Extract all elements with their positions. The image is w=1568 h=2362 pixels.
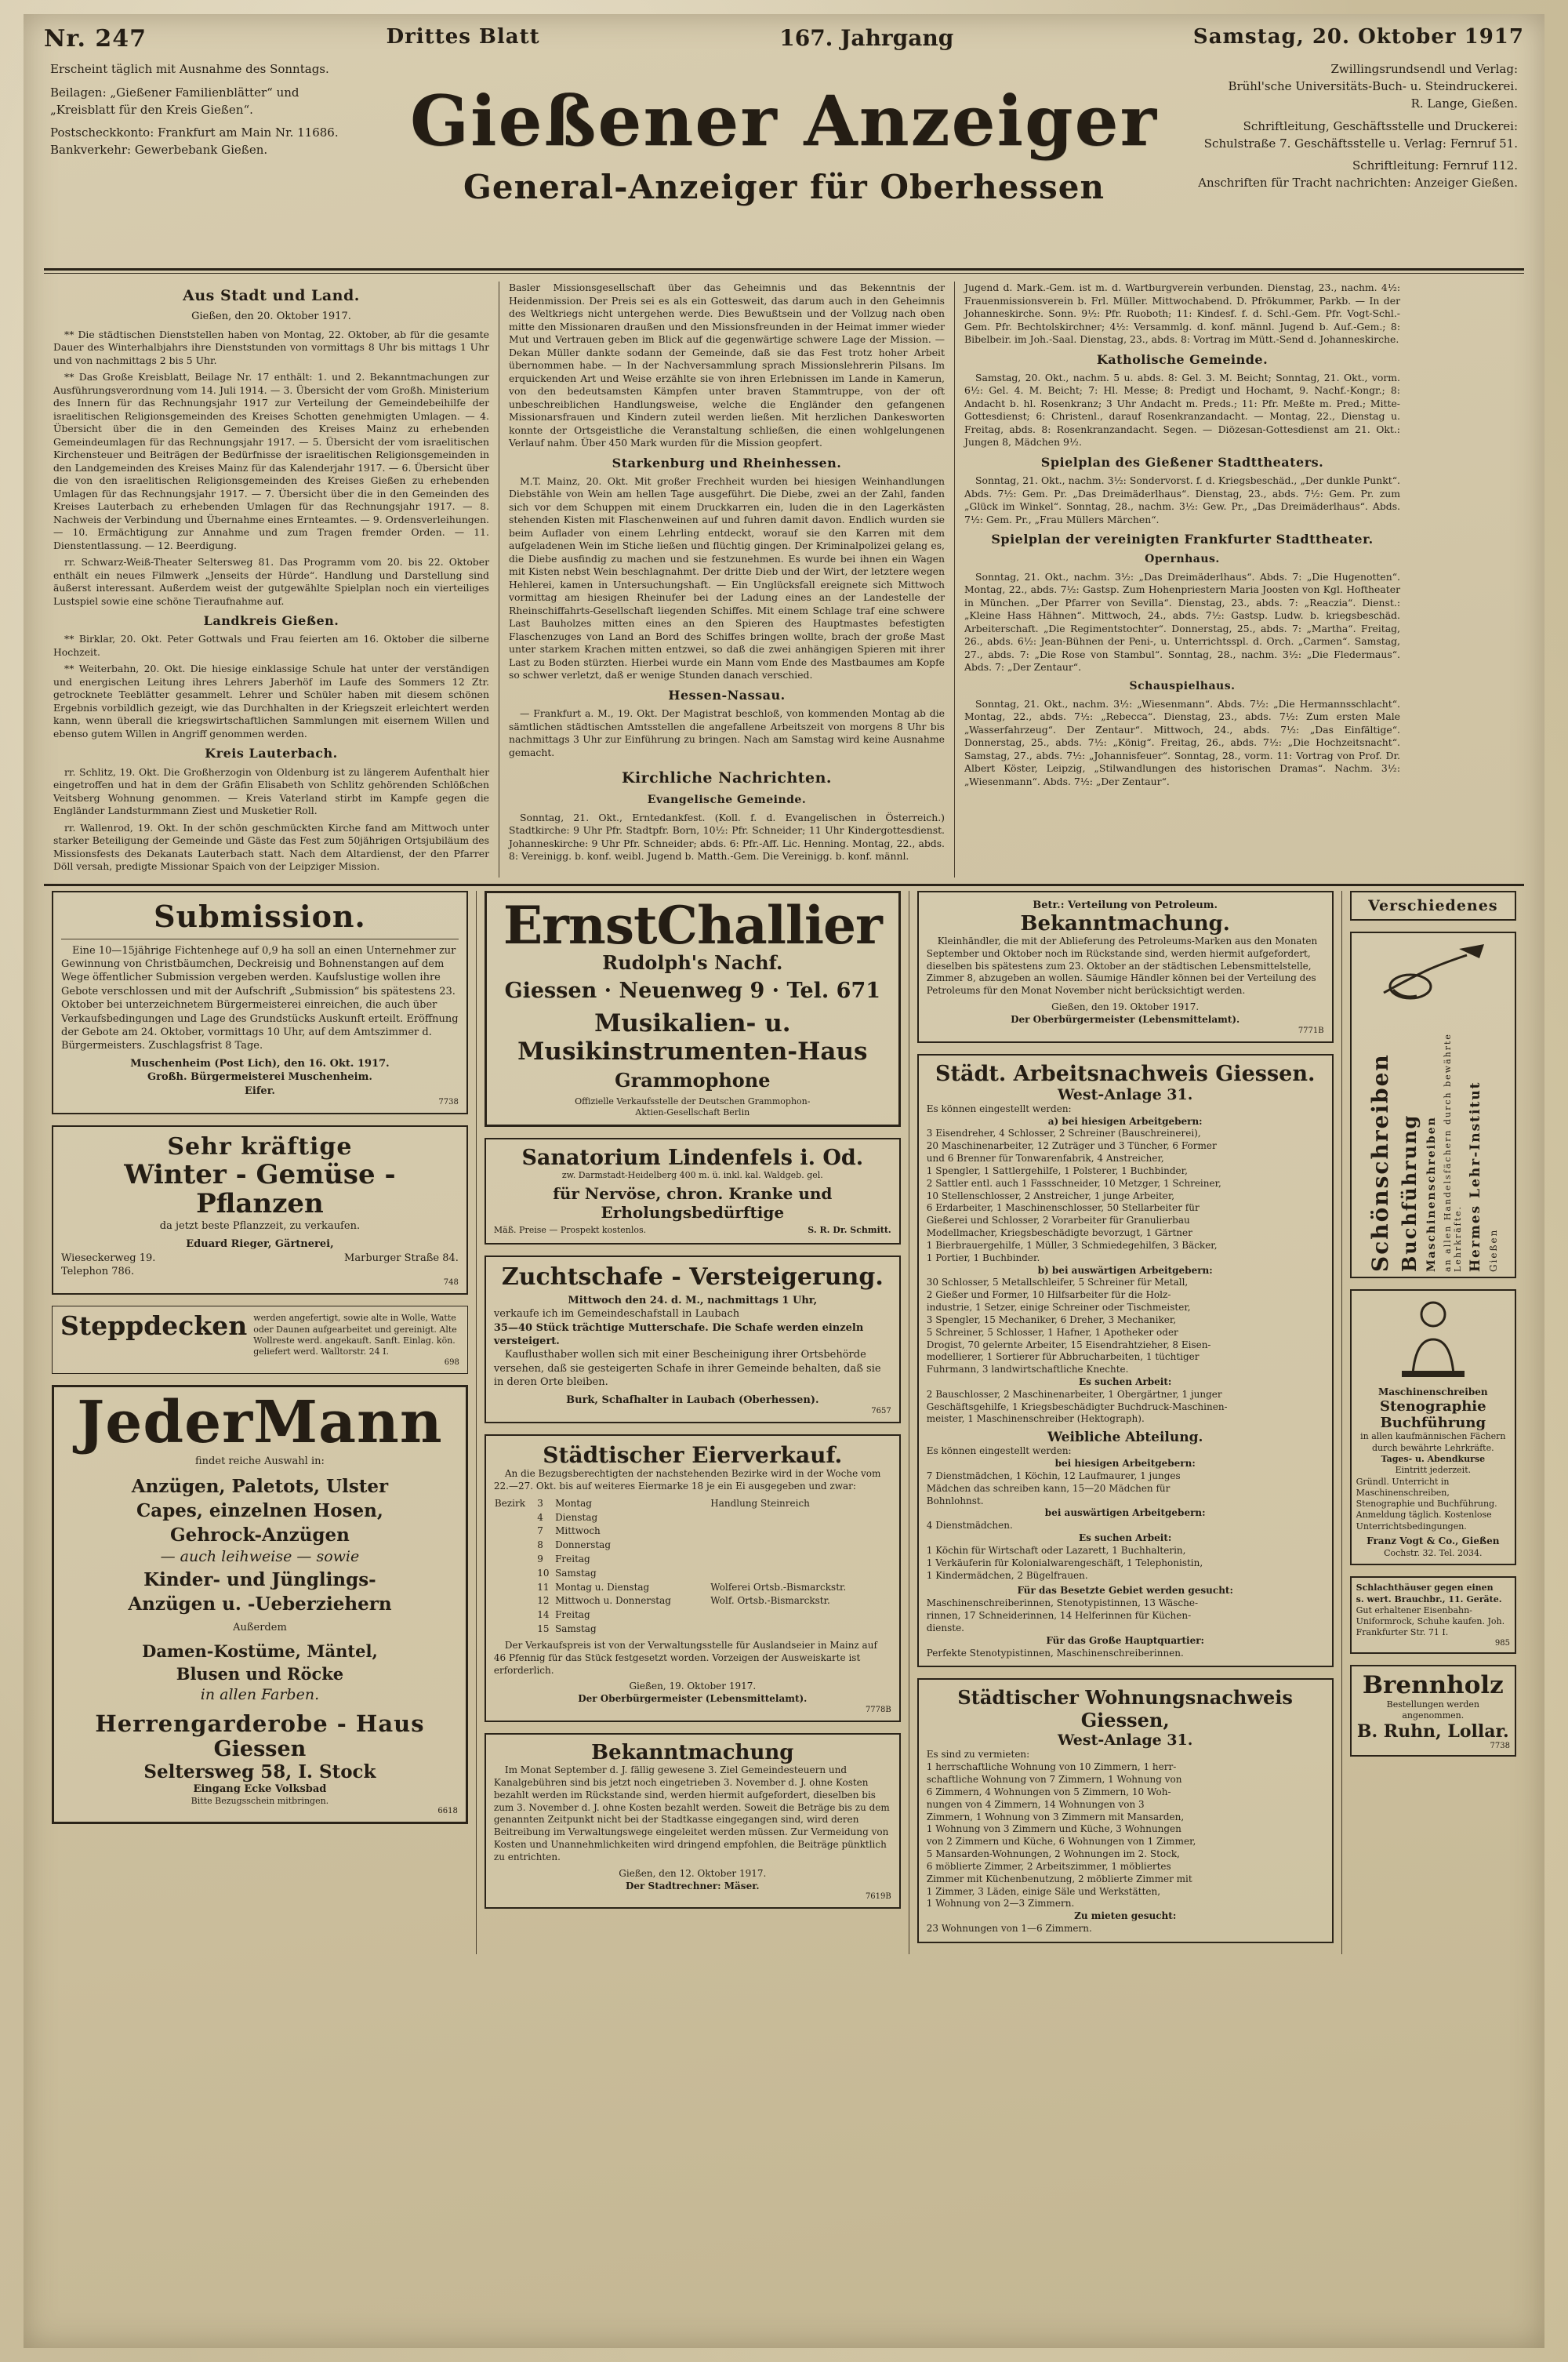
cell: Montag u. Dienstag xyxy=(555,1581,650,1593)
ad-body: Kleinhändler, die mit der Ablieferung des Petroleums-Marken aus den Monaten September und Oktober noch im Rückstande sind, werden hiermit aufgefordert, dieselben bis spätestens zum 23. Oktober an der städtischen Lebensmittelstelle, Zimmer 8, abzugeben an wollen. Säumige Händler können bei der Verteilung des Petroleums für den Monat November nicht berücksichtigt werden. xyxy=(926,935,1318,997)
ad-extra-line: Blusen und Röcke xyxy=(176,1663,344,1684)
cell xyxy=(710,1553,891,1567)
ad-line: Der Oberbürgermeister (Lebensmittelamt). xyxy=(578,1693,808,1705)
ad-list-line: meister, 1 Maschinenschreiber (Hektograph). xyxy=(926,1413,1145,1425)
ad-line: Kauflusthaber wollen sich mit einer Bescheinigung ihrer Ortsbehörde versehen, daß sie gesteigerten Schafe in ihrer Gemeinde behalten, daß sie in deren Orte bleiben. xyxy=(493,1349,881,1389)
ad-hours-note: Eintritt jederzeit. xyxy=(1395,1465,1472,1476)
cell: 8 xyxy=(537,1539,543,1551)
ad-intro: Es können eingestellt werden: xyxy=(926,1445,1072,1457)
ad-submission[interactable] xyxy=(52,891,468,1114)
ad-foot-head: Für das Besetzte Gebiet werden gesucht: xyxy=(1017,1585,1233,1597)
ad-headline: Winter - Gemüse - Pflanzen xyxy=(124,1159,396,1220)
ad-institute: Franz Vogt & Co., Gießen xyxy=(1367,1535,1500,1547)
ad-line: Maschinenschreiben xyxy=(1378,1386,1488,1397)
ad-body: Bestellungen werden angenommen. xyxy=(1386,1699,1479,1721)
cell xyxy=(494,1581,536,1595)
ad-extra-line: Damen-Kostüme, Mäntel, xyxy=(142,1641,378,1662)
volume-year: 167. Jahrgang xyxy=(779,25,954,51)
ad-list-line: 7 Dienstmädchen, 1 Köchin, 12 Laufmaurer, 1 junges xyxy=(926,1470,1181,1481)
ad-list-line: 1 Kindermädchen, 2 Bügelfrauen. xyxy=(926,1569,1088,1581)
cell: Samstag xyxy=(555,1567,597,1579)
article-paragraph: Sonntag, 21. Okt., nachm. 3½: Sondervorst. f. d. Kriegsbeschäd., „Der dunkle Punkt“. Abds. 7½: Gem. Pr. „Das Dreimäderlhaus“. Dienstag, 23., abds. 7½: Gem. Pr. zum „Glück im Winkel“. Sonntag, 28., nachm. 3½: Gew. Pr., „Das Dreimäderlhaus“. Abds. 7½: Gem. Pr., „Frau Müllers Märchen“. xyxy=(964,474,1400,525)
ad-list-line: Zimmern, 1 Wohnung von 3 Zimmern mit Mansarden, xyxy=(926,1811,1185,1822)
ad-group-head: Es suchen Arbeit: xyxy=(1079,1376,1172,1387)
ad-title: Brennholz xyxy=(1362,1670,1504,1699)
cell xyxy=(710,1524,891,1539)
ad-list-line: Geschäftsgehilfe, 1 Kriegsbeschädigter Buchdruck-Maschinen- xyxy=(926,1401,1228,1412)
cell: Wolferei Ortsb.-Bismarckstr. xyxy=(710,1581,847,1593)
newspaper-subtitle: General-Anzeiger für Oberhessen xyxy=(463,167,1105,206)
news-columns xyxy=(44,282,1524,878)
cell: Handlung Steinreich xyxy=(710,1497,810,1509)
ad-line: Grammophone xyxy=(615,1068,771,1092)
ad-subtitle: West-Anlage 31. xyxy=(1058,1732,1193,1750)
seated-figure-icon xyxy=(1386,1295,1480,1382)
ad-staedtischer-eierverkauf[interactable] xyxy=(485,1434,901,1722)
ad-column-2 xyxy=(476,891,909,1954)
ad-doctor: S. R. Dr. Schmitt. xyxy=(808,1225,891,1236)
cell: 4 xyxy=(537,1511,543,1523)
ad-head: Betr.: Verteilung von Petroleum. xyxy=(1033,899,1218,911)
table-row xyxy=(494,1567,891,1581)
advertisement-section xyxy=(44,891,1524,1954)
ad-subtitle: West-Anlage 31. xyxy=(1058,1085,1193,1103)
article-paragraph: Sonntag, 21. Okt., nachm. 3½: „Wiesenmann“. Abds. 7½: „Die Hermannsschlacht“. Montag, 22., abds. 7½: „Rebecca“. Dienstag, 23., abds. 7½: Zum ersten Male „Wasserfahrzeug“. Der Zentaur“. Mittwoch, 24., abds. 7½: „Das Einfältige“. Donnerstag, 25., abds. 7½: „König“. Freitag, 26., abds. 7½: „Die Hochzeitsnacht“. Samstag, 27., abds. 7½: „Johannisfeuer“. Sonntag, 28., vorm. 11: Vortrag von Prof. Dr. Albert Köster, Leipzig, „Stilwandlungen des historischen Dramas“. Nachm. 3½: „Wiesenmann“. Abds. 7½: „Der Zentaur“. xyxy=(964,697,1400,787)
ad-list-line: rinnen, 17 Schneiderinnen, 14 Helferinnen für Küchen- xyxy=(926,1610,1192,1622)
ad-title: Sanatorium Lindenfels i. Od. xyxy=(521,1146,864,1171)
ad-list-line: 1 Bierbrauergehilfe, 1 Müller, 3 Schmiedegehilfen, 3 Bäcker, xyxy=(926,1239,1218,1251)
ad-schlachthaus[interactable] xyxy=(1350,1576,1516,1653)
ad-item: Anzügen u. -Ueberziehern xyxy=(128,1593,392,1615)
section-head-katholische-gemeinde: Katholische Gemeinde. xyxy=(1096,351,1269,367)
cell: Samstag xyxy=(555,1623,597,1635)
ad-line: verkaufe ich im Gemeindeschafstall in Laubach xyxy=(493,1308,740,1321)
ad-list-line: 1 Wohnung von 3 Zimmern und Küche, 3 Wohnungen xyxy=(926,1823,1181,1835)
article-paragraph: ** Die städtischen Dienststellen haben von Montag, 22. Oktober, ab für die gesamte Dauer des Winterhalbjahrs ihre Dienststunden von vormittags 8 Uhr bis mittags 1 Uhr und von nachmittags 2 bis 5 Uhr. xyxy=(53,328,489,366)
ad-group-head: b) bei auswärtigen Arbeitgebern: xyxy=(1037,1264,1213,1276)
ad-subtitle: zw. Darmstadt-Heidelberg 400 m. ü. inkl. kal. Waldgeb. gel. xyxy=(561,1170,823,1181)
ad-list-line: 6 möblierte Zimmer, 2 Arbeitszimmer, 1 möbliertes xyxy=(926,1860,1171,1872)
cell xyxy=(494,1623,536,1637)
ad-steppdecken[interactable] xyxy=(52,1306,468,1373)
ad-list-line: Mädchen das schreiben kann, 15—20 Mädchen für xyxy=(926,1482,1171,1494)
ad-body: Eine 10—15jährige Fichtenhege auf 0,9 ha soll an einen Unternehmer zur Gewinnung von Christbäumchen, Deckreisig und Bohnenstangen auf dem Wege öffentlicher Submission vergeben werden. Kaufslustige wollen ihre Gebote verschlossen und mit der Aufschrift „Submission“ bis spätestens 23. Oktober bei unterzeichnetem Bürgermeisterei einreichen, die auch über Verkaufsbedingungen und Lage des Grundstücks Auskunft erteilt. Eröffnung der Gebote am 24. Oktober, vormittags 10 Uhr, auf dem Amtszimmer d. Bürgermeisters. Zuschlagsfrist 8 Tage. xyxy=(61,944,459,1052)
masthead-left-line-4: Bankverkehr: Gewerbebank Gießen. xyxy=(50,143,268,157)
ad-title: Städtischer Eierverkauf. xyxy=(543,1442,843,1469)
table-row xyxy=(494,1539,891,1553)
issue-number: Nr. 247 xyxy=(44,25,147,53)
article-paragraph: ** Weiterbahn, 20. Okt. Die hiesige einklassige Schule hat unter der verständigen und energischen Leitung ihres Lehrers Jaberhöf im Laufe des Sommers 12 Ztr. getrocknete Teeblätter gesammelt. Lehrer und Schüler haben mit diesem schönen Ergebnis vorbildlich gezeigt, wie das Durchhalten in der Kriegszeit erleichtert werden kann, wenn überall die kriegswirtschaftlichen Sammlungen mit eisernem Willen und ebenso gutem Willen in Angriff genommen werden. xyxy=(53,663,489,739)
ad-subline: da jetzt beste Pflanzzeit, zu verkaufen. xyxy=(159,1219,361,1232)
ad-list-line: schaftliche Wohnung von 7 Zimmern, 1 Wohnung von xyxy=(926,1774,1182,1786)
issue-date: Samstag, 20. Oktober 1917 xyxy=(1192,25,1524,49)
cell xyxy=(710,1567,891,1581)
ad-body: An die Bezugsberechtigten der nachstehenden Bezirke wird in der Woche vom 22.—27. Okt. bis auf weiteres Eiermarke 18 je ein Ei ausgegeben und zwar: xyxy=(493,1468,881,1492)
ad-list-line: 1 Verkäuferin für Kolonialwarengeschäft, 1 Telephonistin, xyxy=(926,1557,1203,1568)
article-paragraph: rr. Schwarz-Weiß-Theater Seltersweg 81. Das Programm vom 20. bis 22. Oktober enthält ein neues Filmwerk „Jenseits der Hürde“. Handlung und Darstellung sind äußerst interessant. Außerdem weist der gutgewählte Spielplan noch ein vierteiliges Lustspiel sowie eine schöne Tieraufnahme auf. xyxy=(53,556,489,607)
ad-item: Capes, einzelnen Hosen, xyxy=(136,1500,383,1522)
ad-list-line: 5 Mansarden-Wohnungen, 2 Wohnungen im 2. Stock, xyxy=(926,1848,1180,1860)
ad-list-line: 10 Stellenschlosser, 2 Anstreicher, 1 junge Arbeiter, xyxy=(926,1190,1175,1201)
cell xyxy=(710,1623,891,1637)
ad-reference: 7738 xyxy=(1490,1742,1510,1751)
ad-list-line: 3 Spengler, 15 Mechaniker, 6 Dreher, 3 Mechaniker, xyxy=(926,1314,1177,1325)
ad-group-head: Es suchen Arbeit: xyxy=(1079,1532,1172,1544)
cell: 9 xyxy=(537,1553,543,1564)
ad-item: Gehrock-Anzügen xyxy=(170,1524,350,1546)
ad-address: Giessen · Neuenweg 9 · Tel. 671 xyxy=(504,978,881,1003)
masthead-right-line-3: Schriftleitung, Geschäftsstelle und Druckerei: xyxy=(1243,119,1518,134)
ad-shop-name: Herrengarderobe - Haus xyxy=(95,1710,425,1737)
ad-section-head: Weibliche Abteilung. xyxy=(1047,1430,1203,1446)
masthead-divider-thin xyxy=(44,273,1524,274)
article-paragraph: M.T. Mainz, 20. Okt. Mit großer Frechheit wurden bei hiesigen Weinhandlungen Diebstähle von Wein am hellen Tage ausgeführt. Die Diebe, zwei an der Zahl, fanden sich vor dem Schuppen mit einem Druckkarren ein, luden die in den Lagerkästen stehenden Kisten mit Flaschenweinen auf und fuhren damit davon. Endlich wurden sie beim Auflader von einem Lehrling entdeckt, worauf sie den Karren mit dem aufgeladenen Wein im Stiche ließen und flüchtig gingen. Der Kriminalpolizei gelang es, die Diebe ausfindig zu machen und sie festzunehmen. Es wurde bei ihnen ein Wagen mit Kisten nebst Wein beschlagnahmt. Der dritte Dieb und der Wirt, der letztere wegen Hehlerei, kamen in Untersuchungshaft. — Ein Unglücksfall ereignete sich Mittwoch vormittag am hiesigen Rheinufer bei der Ladung eines an der Landestelle der Rheinschiffahrts-Gesellschaft liegenden Schiffes. Mit einem Schlage traf eine schwere Last Bauholzes mitten eines an den Spieren des Hauptmastes befestigten Flaschenzuges von Land an Bord des Schiffes bringen wollte, brach der große Mast unter starkem Krachen mitten entzwei, so daß die zwei anhängigen Spieren mit ihrer Last zu Boden stürzten. Hierbei wurde ein Mann vom Ende des Mastbaumes am Kopfe so schwer verletzt, daß er wenige Stunden danach verschied. xyxy=(509,474,945,681)
ad-body: für Nervöse, chron. Kranke und Erholungsbedürftige xyxy=(553,1184,833,1223)
ad-list-line: Zimmer mit Küchenbenutzung, 2 möblierte Zimmer mit xyxy=(926,1873,1192,1884)
ad-reference: 7778B xyxy=(865,1706,891,1715)
ad-list-line: Fuhrmann, 3 landwirtschaftliche Knechte. xyxy=(926,1364,1129,1375)
ad-subtitle: Rudolph's Nachf. xyxy=(602,950,783,974)
cell: 3 xyxy=(537,1497,543,1509)
ad-title: Sehr kräftige xyxy=(167,1133,353,1161)
ad-line: Großh. Bürgermeisterei Muschenheim. xyxy=(147,1071,372,1084)
ad-list-line: Bohnlohnst. xyxy=(926,1495,984,1506)
section-head-kirchliche-nachrichten: Kirchliche Nachrichten. xyxy=(621,769,833,787)
writing-hand-icon xyxy=(1374,938,1492,1008)
ad-list-line: 2 Bauschlosser, 2 Maschinenarbeiter, 1 Obergärtner, 1 junger xyxy=(926,1388,1222,1400)
ad-list-line: Gießerei und Schlosser, 2 Vorarbeiter für Granulierbau xyxy=(926,1215,1190,1226)
ad-reference: 7738 xyxy=(438,1098,459,1107)
cell: Freitag xyxy=(555,1609,590,1621)
ad-reference: 698 xyxy=(444,1357,459,1367)
cell xyxy=(494,1608,536,1623)
ad-line: Buchführung xyxy=(1397,1114,1421,1272)
ad-title: Bekanntmachung xyxy=(591,1741,794,1765)
ad-list-line: 1 herrschaftliche Wohnung von 10 Zimmern, 1 herr- xyxy=(926,1761,1177,1773)
ad-title: JederMann xyxy=(77,1388,443,1456)
masthead-right-line-2: R. Lange, Gießen. xyxy=(1410,96,1518,111)
ad-list-line: dienste. xyxy=(926,1622,964,1633)
ad-list-line: von 2 Zimmern und Küche, 6 Wohnungen von 1 Zimmer, xyxy=(926,1836,1196,1848)
ad-line: s. wert. Brauchbr., 11. Geräte. xyxy=(1356,1593,1502,1604)
ad-title: Städtischer Wohnungsnachweis Giessen, xyxy=(957,1686,1293,1732)
ad-extra-line: in allen Farben. xyxy=(200,1686,320,1704)
article-paragraph: ** Das Große Kreisblatt, Beilage Nr. 17 enthält: 1. und 2. Bekanntmachungen zur Ausführungsverordnung vom 14. Juli 1914. — 3. Übersicht der vom Großh. Ministerium des Innern für das Rechnungsjahr 1917 zur Verteilung der Gemeindebeihilfe der israelitischen Religionsgemeinden des Kreises Schotten genehmigten Umlagen. — 4. Übersicht über die in den Gemeinden des Kreises Mainz zu erhebenden Gemeindeumlagen für das Rechnungsjahr 1917. — 5. Übersicht der vom israelitischen Kirchensteuer und Beiträgen der Bedürfnisse der israelitischen Religionsgemeinden in den Landgemeinden des Kreises Mainz für das Kalenderjahr 1917. — 6. Übersicht über die von den israelitischen Religionsgemeinden des Kreises Gießen zu erhebenden Umlagen für das Rechnungsjahr 1917. — 7. Übersicht über die in den Gemeinden des Kreises Lauterbach zu erhebenden Umlagen für das Rechnungsjahr 1917. — 8. Nachweis der Verbindung und Übernahme eines Ernteamtes. — 9. Ordensverleihungen. — 10. Ermächtigung zur Annahme und zum Tragen fremder Orden. — 11. Dienstentlassung. — 12. Beerdigung. xyxy=(53,371,489,551)
newspaper-title: Gießener Anzeiger xyxy=(410,80,1158,162)
ad-want-head: Zu mieten gesucht: xyxy=(1074,1910,1177,1922)
ad-ernst-challier[interactable] xyxy=(485,891,901,1128)
ad-line: Gießen, den 12. Oktober 1917. xyxy=(619,1867,767,1879)
cell: Dienstag xyxy=(555,1511,598,1523)
ad-list-line: 1 Köchin für Wirtschaft oder Lazarett, 1 Buchhalterin, xyxy=(926,1544,1186,1556)
section-head-starkenburg: Starkenburg und Rheinhessen. xyxy=(612,455,842,471)
ad-subline: in allen kaufmännischen Fächern durch bewährte Lehrkräfte. xyxy=(1360,1431,1506,1453)
ad-list-line: 6 Zimmern, 4 Wohnungen von 5 Zimmern, 10 Woh- xyxy=(926,1786,1171,1797)
section-head-spielplan-frankfurt: Spielplan der vereinigten Frankfurter Stadttheater. xyxy=(991,532,1374,547)
ad-item: — auch leihweise — sowie xyxy=(160,1548,360,1566)
ad-foot-head: Für das Große Hauptquartier: xyxy=(1046,1634,1204,1646)
section-subhead-evangelisch: Evangelische Gemeinde. xyxy=(647,794,807,807)
table-row xyxy=(494,1623,891,1637)
ad-body: Gut erhaltener Eisenbahn-Uniformrock, Schuhe kaufen. Joh. Frankfurter Str. 71 I. xyxy=(1356,1604,1505,1638)
cell: 14 xyxy=(537,1609,550,1621)
ad-foot: Mäß. Preise — Prospekt kostenlos. xyxy=(493,1225,647,1236)
ad-line: Gießen, 19. Oktober 1917. xyxy=(629,1681,757,1692)
ad-intro: Es können eingestellt werden: xyxy=(926,1103,1072,1114)
ad-hours: Tages- u. Abendkurse xyxy=(1381,1454,1486,1464)
egg-distribution-table xyxy=(494,1497,891,1637)
ad-reference: 985 xyxy=(1494,1638,1510,1648)
ad-line: Musikalien- u. xyxy=(594,1008,791,1037)
table-row xyxy=(494,1594,891,1608)
ad-list-line: Perfekte Stenotypistinnen, Maschinenschreiberinnen. xyxy=(926,1647,1184,1659)
section-head-stadt-und-land: Aus Stadt und Land. xyxy=(183,287,360,304)
masthead-right-line-5: Schriftleitung: Fernruf 112. xyxy=(1352,158,1518,173)
ad-address: Cochstr. 32. Tel. 2034. xyxy=(1384,1547,1483,1558)
ad-line: Gießen, den 19. Oktober 1917. xyxy=(1051,1001,1200,1013)
ad-subline: an allen Handelsfächern durch bewährte Lehrkräfte. xyxy=(1442,1032,1463,1272)
masthead-right-line-6: Anschriften für Tracht nachrichten: Anzeiger Gießen. xyxy=(1198,175,1518,190)
ad-arbeitsnachweis[interactable] xyxy=(917,1054,1334,1668)
cell: 11 xyxy=(537,1581,550,1593)
cell: Montag xyxy=(555,1497,592,1509)
table-row xyxy=(494,1581,891,1595)
ad-reference: 7657 xyxy=(871,1407,891,1416)
ad-title: Steppdecken xyxy=(60,1310,248,1342)
ad-foot: Offizielle Verkaufsstelle der Deutschen Grammophon- xyxy=(575,1096,811,1107)
ad-note: Gründl. Unterricht in Maschinenschreiben, Stenographie und Buchführung. Anmeldung täglich. Kostenlose Unterrichtsbedingungen. xyxy=(1356,1476,1497,1532)
ad-petroleum-notice[interactable] xyxy=(917,891,1334,1043)
ad-list-line: Modellmacher, Kriegsbeschädigte bevorzugt, 1 Gärtner xyxy=(926,1227,1192,1239)
cell xyxy=(494,1511,536,1525)
ad-list-line: modellierer, 1 Sortierer für Abbrucharbeiten, 1 tüchtiger xyxy=(926,1351,1200,1363)
ad-jedermann[interactable] xyxy=(52,1385,468,1825)
article-paragraph: Jugend d. Mark.-Gem. ist m. d. Wartburgverein verbunden. Dienstag, 23., nachm. 4½: Frauenmissionsverein b. Frl. Müller. Mittwochabend. D. Pfrökummer, Parkb. — In der Johanneskirche. Sonn. 9½: Pfr. Ruoboth; 11: Kindesf. f. d. Schl.-Gem. Pfr. Vogt-Schl.-Gem. Pfr. Bechtolskirchner; 4½: Versammlg. d. konf. männl. Jugend b. Auf.-Gem.; 8: Bibelbeir. im Joh.-Saal. Dienstag, 23., abds. 8: Vortrag im Mütt.-Send d. Johanneskirche. xyxy=(964,282,1400,345)
cell: 12 xyxy=(537,1595,550,1607)
ad-line: Wieseckerweg 19. xyxy=(61,1252,156,1264)
cell: 15 xyxy=(537,1623,550,1635)
cell xyxy=(494,1567,536,1581)
ad-reference: 7771B xyxy=(1298,1026,1324,1035)
ad-sign: B. Ruhn, Lollar. xyxy=(1356,1721,1509,1742)
ad-city: Giessen xyxy=(213,1736,307,1761)
ad-item: Kinder- und Jünglings- xyxy=(143,1568,376,1590)
news-column-2 xyxy=(499,282,954,878)
ad-subline: findet reiche Auswahl in: xyxy=(195,1455,325,1467)
ad-line: Buchführung xyxy=(1380,1415,1486,1432)
ad-title: Submission. xyxy=(154,898,366,934)
cell xyxy=(710,1539,891,1553)
ad-body: Im Monat September d. J. fällig gewesene 3. Ziel Gemeindesteuern und Kanalgebühren sind bis jetzt noch eingetrieben 3. November d. J. ohne Kosten bezahlt werden im Rückstande sind, werden hiermit aufgefordert, dieselben bis zum 3. November d. J. ohne Kosten bezahlt werden. Soweit die Beträge bis zu dem genannten Zeitpunkt nicht bei der Stadtkasse eingegangen sind, wird deren Beitreibung im Verwaltungswege eingeleitet werden müssen. Zur Vermeidung von Kosten und Unannehmlichkeiten wird dringend empfohlen, die Beiträge pünktlich zu entrichten. xyxy=(493,1764,890,1862)
ad-line: Schlachthäuser gegen einen xyxy=(1356,1583,1494,1593)
cell: Donnerstag xyxy=(555,1539,612,1551)
ad-line: Telephon 786. xyxy=(61,1266,135,1278)
ad-title: Bekanntmachung. xyxy=(1020,911,1230,936)
news-column-3 xyxy=(954,282,1410,878)
ad-title: ErnstChallier xyxy=(503,894,882,956)
masthead-divider xyxy=(44,268,1524,271)
news-column-1 xyxy=(44,282,499,878)
ad-list-line: und 6 Brenner für Tonwarenfabrik, 4 Anstreicher, xyxy=(926,1153,1164,1165)
ad-sign: Burk, Schafhalter in Laubach (Oberhessen). xyxy=(566,1394,819,1406)
article-paragraph: Basler Missionsgesellschaft über das Geheimnis und das Bekenntnis der Heidenmission. Der Preis sei es als ein Gottesweit, das darum auch in den Geheimnis des Weltkriegs nicht untergehen werde. Dies Bewußtsein und der Vollzug nach oben mitte den Missionaren draußen und den Missionsfreunden in der Heimat immer wieder Mut und Vertrauen geben im Blick auf die gegenwärtige schwere Lage der Mission. — Dekan Müller dankte sodann der Gemeinde, daß sie das Fest trotz hoher Arbeit übernommen habe. — In der Nachversammlung sprach Missionslehrerin Pilsans. Im erquickenden Art und Weise erzählte sie von ihren Erlebnissen im Lande in Kamerun, von den bedeutsamsten Kämpfen unter braven Stammtruppe, von der oft unbeschreiblichen Handlungsweise, welche die Engländer den gefangenen Missionarsfrauen und Kindern zuteil werden ließen. Mit herzlichen Dankesworten konnte der Ortsgeistliche die Veranstaltung schließen, die einen wohlgelungenen Verlauf nahm. Über 450 Mark wurden für die Mission geopfert. xyxy=(509,282,945,449)
ad-extra-head: Außerdem xyxy=(233,1621,287,1633)
masthead-left-line-2: „Kreisblatt für den Kreis Gießen“. xyxy=(50,102,253,117)
masthead-top-row xyxy=(44,25,1524,53)
cell xyxy=(494,1524,536,1539)
cell: Bezirk xyxy=(494,1497,525,1509)
article-paragraph: Samstag, 20. Okt., nachm. 5 u. abds. 8: Gel. 3. M. Beicht; Sonntag, 21. Okt., vorm. 6½: Gel. 4. M. Beicht; 7: Hl. Messe; 8: Predigt und Hochamt, 9. Nachf.-Kongr.; 8: Andacht b. hl. Rosenkranz; 3 Uhr Andacht m. Preds.; 11: Pfr. Meßte m. Pred.; Mitte-Gottesdienst; 6: Christenl., darauf Rosenkranzandacht. — Montag, 22., Dienstag u. Freitag, abds. 8: Rosenkranzandacht. Segen. — Diözesan-Gottesdienst am 21. Okt.: Jungen 8, Mädchen 9½. xyxy=(964,371,1400,449)
ad-column-1 xyxy=(44,891,476,1954)
cell xyxy=(494,1539,536,1553)
ad-line: Schönschreiben xyxy=(1367,1052,1393,1272)
ad-line: 35—40 Stück trächtige Mutterschafe. Die Schafe werden einzeln versteigert. xyxy=(493,1321,864,1347)
ad-brennholz[interactable] xyxy=(1350,1665,1516,1757)
masthead-left-line-1: Beilagen: „Gießener Familienblätter“ und xyxy=(50,85,299,100)
sheet-label: Drittes Blatt xyxy=(386,25,540,49)
ad-list-line: 2 Gießer und Former, 10 Hilfsarbeiter für die Holz- xyxy=(926,1289,1171,1301)
section-head-spielplan-giessen: Spielplan des Gießener Stadttheaters. xyxy=(1040,454,1324,470)
section-subhead-schauspielhaus: Schauspielhaus. xyxy=(1129,679,1236,692)
ad-list-line: nungen von 4 Zimmern, 14 Wohnungen von 3 xyxy=(926,1798,1145,1810)
ad-address: Seltersweg 58, I. Stock xyxy=(143,1761,376,1782)
ad-stenographie-institut[interactable] xyxy=(1350,1289,1516,1566)
ad-title: Verschiedenes xyxy=(1368,896,1498,914)
article-paragraph: rr. Wallenrod, 19. Okt. In der schön geschmückten Kirche fand am Mittwoch unter starker Beteiligung der Gemeinde und Gäste das Fest zum 50jährigen Ortsjubiläum des Missionsfests des Dekanats Lauterbach statt. Nach dem Altardienst, der den Pfarrer Döll versah, predigte Missionar Spaich von der Leipziger Mission. xyxy=(53,821,489,873)
cell: Mittwoch xyxy=(555,1525,601,1537)
ad-institute: Hermes Lehr-Institut xyxy=(1467,1081,1483,1272)
cell: Mittwoch u. Donnerstag xyxy=(555,1595,671,1607)
ad-list-line: 2 Sattler entl. auch 1 Fassschneider, 10 Metzger, 1 Schreiner, xyxy=(926,1177,1221,1189)
ad-verschiedenes-header xyxy=(1350,891,1516,921)
ad-body: werden angefertigt, sowie alte in Wolle, Watte oder Daunen aufgearbeitet und gereinigt. Alte Wollreste werd. angekauft. Sanft. Einlag. kön. geliefert werd. Walltorstr. 24 I. xyxy=(253,1313,457,1357)
ad-zuchtschafe-auction[interactable] xyxy=(485,1255,901,1423)
article-paragraph: rr. Schlitz, 19. Okt. Die Großherzogin von Oldenburg ist zu längerem Aufenthalt hier eingetroffen und hat in dem der Gräfin Elisabeth von Schlitz gehörenden Schlößchen Veitsberg Wohnung genommen. — Kreis Vaterland stirbt im Kampfe gegen die Engländer Landsturmmann Ziest und Musketier Roll. xyxy=(53,765,489,817)
ad-foot: Aktien-Gesellschaft Berlin xyxy=(635,1107,750,1117)
ad-note: Eingang Ecke Volksbad xyxy=(193,1782,327,1795)
ad-note: Bitte Bezugsschein mitbringen. xyxy=(191,1796,329,1807)
ad-list-line: 1 Zimmer, 3 Läden, einige Säle und Werkstätten, xyxy=(926,1885,1161,1897)
ad-title: Zuchtschafe - Versteigerung. xyxy=(501,1263,884,1291)
ad-wohnungsnachweis[interactable] xyxy=(917,1678,1334,1942)
article-paragraph: — Frankfurt a. M., 19. Okt. Der Magistrat beschloß, von kommenden Montag ab die sämtlichen städtischen Amtsstellen die angefallene Arbeitszeit von morgens 8 Uhr bis nachmittags 3 Uhr zur Einführung zu bringen. Nach am Samstag wird keine Ausnahme gemacht. xyxy=(509,707,945,758)
ad-line: Der Stadtrechner: Mäser. xyxy=(626,1880,760,1891)
table-row xyxy=(494,1608,891,1623)
masthead-left-line-0: Erscheint täglich mit Ausnahme des Sonntags. xyxy=(50,62,329,76)
ad-list-line: 4 Dienstmädchen. xyxy=(926,1520,1013,1532)
article-paragraph: ** Birklar, 20. Okt. Peter Gottwals und Frau feierten am 16. Oktober die silberne Hochzeit. xyxy=(53,633,489,658)
news-ads-divider xyxy=(44,884,1524,886)
ad-group-head: a) bei hiesigen Arbeitgebern: xyxy=(1047,1115,1203,1127)
ad-foot: Der Verkaufspreis ist von der Verwaltungsstelle für Auslandseier in Mainz auf 46 Pfennig für das Stück festgesetzt worden. Vorzeigen der Ausweiskarte ist erforderlich. xyxy=(493,1639,877,1676)
table-row xyxy=(494,1553,891,1567)
dateline: Gießen, den 20. Oktober 1917. xyxy=(191,311,351,323)
ad-group-head: bei auswärtigen Arbeitgebern: xyxy=(1044,1507,1206,1519)
ad-schoenschreiben-institut[interactable] xyxy=(1350,932,1516,1278)
table-row xyxy=(494,1524,891,1539)
ad-line: Stenographie xyxy=(1380,1398,1486,1415)
cell xyxy=(494,1594,536,1608)
ad-list-line: 1 Portier, 1 Buchbinder. xyxy=(926,1252,1040,1263)
table-row xyxy=(494,1497,891,1511)
ad-line: Mittwoch den 24. d. M., nachmittags 1 Uhr, xyxy=(568,1294,818,1306)
masthead xyxy=(44,25,1524,260)
ad-bekanntmachung-steuern[interactable] xyxy=(485,1733,901,1909)
ad-group-head: bei hiesigen Arbeitgebern: xyxy=(1054,1458,1196,1470)
cell: Wolf. Ortsb.-Bismarckstr. xyxy=(710,1595,830,1607)
ad-list-line: 1 Spengler, 1 Sattlergehilfe, 1 Polsterer, 1 Buchbinder, xyxy=(926,1165,1188,1176)
masthead-right-line-0: Zwillingsrundsendl und Verlag: xyxy=(1330,62,1518,76)
table-row xyxy=(494,1511,891,1525)
ad-sanatorium-lindenfels[interactable] xyxy=(485,1138,901,1245)
cell: 10 xyxy=(537,1567,550,1579)
ad-title: Städt. Arbeitsnachweis Giessen. xyxy=(935,1061,1316,1086)
ad-line: Maschinenschreiben xyxy=(1425,1115,1438,1272)
masthead-left-line-3: Postscheckkonto: Frankfurt am Main Nr. 11686. xyxy=(50,125,339,140)
cell xyxy=(710,1511,891,1525)
ad-want: 23 Wohnungen von 1—6 Zimmern. xyxy=(926,1922,1092,1934)
ad-line: Eduard Rieger, Gärtnerei, xyxy=(186,1238,334,1251)
ad-line: Muschenheim (Post Lich), den 16. Okt. 1917. xyxy=(130,1057,390,1070)
ad-list-line: 3 Eisendreher, 4 Schlosser, 2 Schreiner (Bauschreinerei), xyxy=(926,1128,1201,1139)
ad-reference: 6618 xyxy=(437,1807,458,1816)
section-head-lauterbach: Kreis Lauterbach. xyxy=(205,746,338,761)
section-head-hessen-nassau: Hessen-Nassau. xyxy=(668,687,786,703)
ad-line: Marburger Straße 84. xyxy=(344,1252,459,1264)
ad-reference: 748 xyxy=(443,1278,459,1288)
masthead-right-line-1: Brühl'sche Universitäts-Buch- u. Steindruckerei. xyxy=(1228,78,1518,93)
cell xyxy=(494,1553,536,1567)
ad-list-line: Maschinenschreiberinnen, Stenotypistinnen, 13 Wäsche- xyxy=(926,1597,1198,1609)
ad-line: Eifer. xyxy=(244,1085,275,1097)
section-head-landkreis: Landkreis Gießen. xyxy=(203,613,339,629)
ad-item: Anzügen, Paletots, Ulster xyxy=(131,1476,389,1498)
ad-reference: Gießen xyxy=(1487,1228,1499,1272)
ad-column-4 xyxy=(1341,891,1524,1954)
ad-column-3 xyxy=(909,891,1341,1954)
paper-sheet xyxy=(24,14,1544,2348)
ad-list-line: industrie, 1 Setzer, einige Schreiner oder Tischmeister, xyxy=(926,1302,1191,1314)
ad-line: Musikinstrumenten-Haus xyxy=(517,1037,868,1066)
ad-line: Der Oberbürgermeister (Lebensmittelamt). xyxy=(1011,1013,1240,1025)
section-subhead-opernhaus: Opernhaus. xyxy=(1145,553,1220,566)
ad-list-line: 30 Schlosser, 5 Metallschleifer, 5 Schreiner für Metall, xyxy=(926,1277,1189,1288)
article-paragraph: Sonntag, 21. Okt., nachm. 3½: „Das Dreimäderlhaus“. Abds. 7: „Die Hugenotten“. Montag, 22., abds. 7½: Gastsp. Zum Hohenpriestern Maria Joosten von Kgl. Hoftheater in München. „Der Pfarrer von Sevilla“. Dienstag, 23., abds. 7: „Reaczia“. Dienst.: „Kleine Hass Hähnen“. Mittwoch, 24., abds. 7½: Gastsp. Ludw. b. kriegsbeschäd. Arbeiterschaft. „Die Regimentstochter“. Donnerstag, 25., abds. 7: „Martha“. Freitag, 26., abds. 6½: Jean-Bühnen der Peni-, u. Unterrichtsspl. d. Orch. „Carmen“. Samstag, 27., abds. 7: „Die Rose von Stambul“. Sonntag, 28., nachm. 3½: „Die Fledermaus“. Abds. 7: „Der Zentaur“. xyxy=(964,570,1400,674)
article-paragraph: Sonntag, 21. Okt., Erntedankfest. (Koll. f. d. Evangelischen in Österreich.) Stadtkirche: 9 Uhr Pfr. Stadtpfr. Born, 10½: Pfr. Schneider; 11 Uhr Kindergottesdienst. Johanneskirche: 9 Uhr Pfr. Schneider; abds. 6: Pfr.-Aff. Lic. Henning. Montag, 22., abds. 8: Vereinigg. b. konf. weibl. Jugend b. Matth.-Gem. Die Vereinigg. b. konf. männl. xyxy=(509,811,945,863)
ad-list-line: 20 Maschinenarbeiter, 12 Zuträger und 3 Tüncher, 6 Former xyxy=(926,1140,1217,1152)
cell: 7 xyxy=(537,1525,543,1537)
ad-list-line: 1 Wohnung von 2—3 Zimmern. xyxy=(926,1898,1075,1910)
masthead-right-line-4: Schulstraße 7. Geschäftsstelle u. Verlag: Fernruf 51. xyxy=(1203,136,1518,151)
ad-list-line: 5 Schreiner, 5 Schlosser, 1 Hafner, 1 Apotheker oder xyxy=(926,1326,1178,1338)
ad-list-line: 6 Erdarbeiter, 1 Maschinenschlosser, 50 Stellarbeiter für xyxy=(926,1202,1200,1214)
cell xyxy=(710,1608,891,1623)
ad-reference: 7619B xyxy=(865,1892,891,1902)
cell: Freitag xyxy=(555,1553,590,1564)
ad-intro: Es sind zu vermieten: xyxy=(926,1749,1030,1761)
ad-winter-vegetable-plants[interactable] xyxy=(52,1125,468,1295)
ad-list-line: Drogist, 70 gelernte Arbeiter, 15 Eisendrahtzieher, 8 Eisen- xyxy=(926,1339,1211,1350)
